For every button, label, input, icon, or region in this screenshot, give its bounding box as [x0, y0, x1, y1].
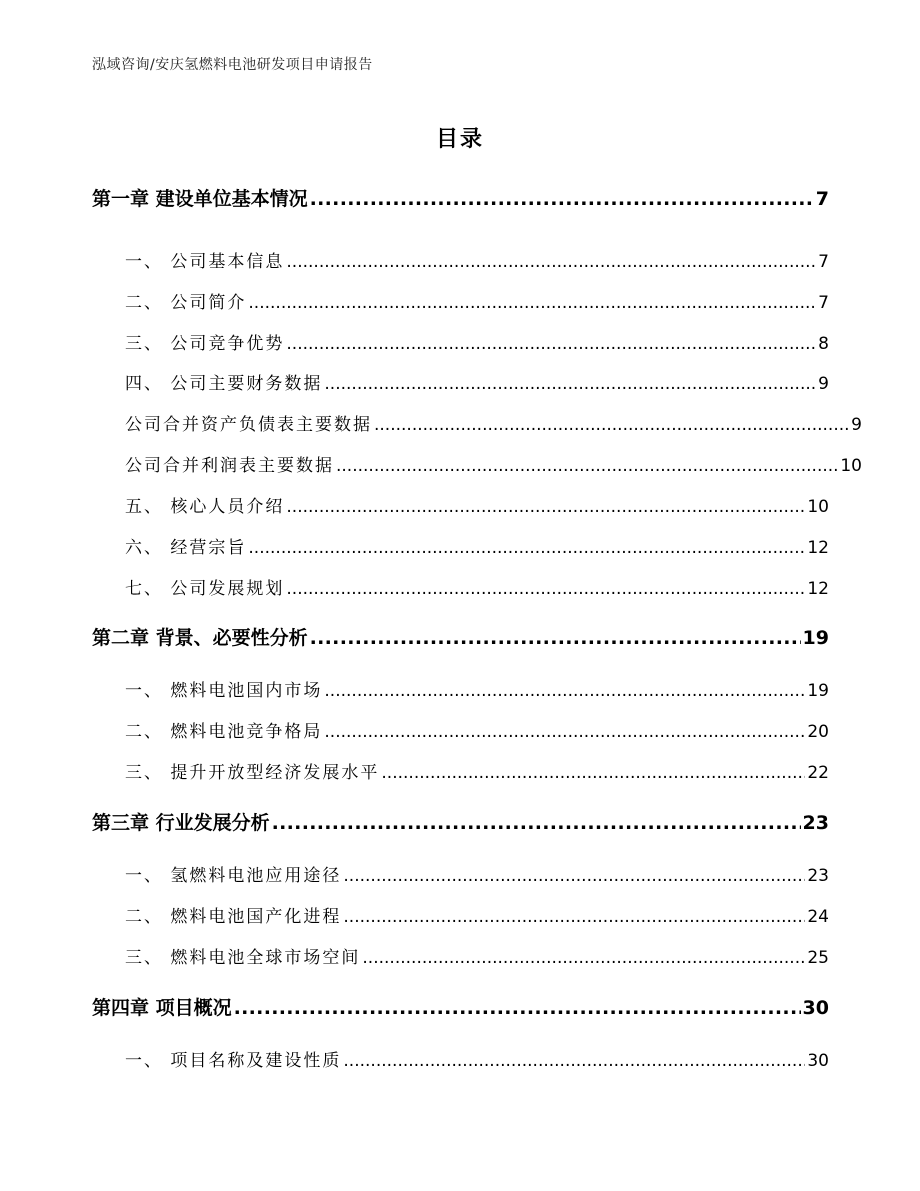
toc-page-number: 7 [818, 252, 829, 272]
toc-leader [310, 627, 801, 649]
toc-section[interactable] [92, 943, 829, 968]
toc-chapter-2[interactable] [92, 623, 829, 650]
toc-section[interactable] [92, 533, 829, 558]
toc-page-number: 30 [807, 1051, 829, 1071]
toc-page-number: 8 [818, 334, 829, 354]
toc-entry-label: 二、 燃料电池国产化进程 [125, 907, 342, 927]
toc-entry-label: 三、 公司竞争优势 [125, 334, 285, 354]
toc-leader [381, 763, 805, 783]
toc-page-number: 9 [851, 415, 862, 435]
toc-leader [234, 997, 801, 1019]
toc-page-number: 30 [802, 997, 829, 1019]
toc-leader [362, 948, 805, 968]
toc-page-number: 23 [802, 812, 829, 834]
toc-page-number: 10 [840, 456, 862, 476]
toc-section[interactable] [92, 451, 862, 476]
toc-entry-label: 二、 燃料电池竞争格局 [125, 722, 323, 742]
toc-page-number: 25 [807, 948, 829, 968]
toc-leader [286, 497, 805, 517]
toc-section[interactable] [92, 717, 829, 742]
toc-leader [343, 866, 805, 886]
toc-page-number: 9 [818, 374, 829, 394]
toc-entry-label: 六、 经营宗旨 [125, 538, 247, 558]
toc-leader [248, 293, 816, 313]
toc-page-number: 12 [807, 538, 829, 558]
toc-page-number: 19 [807, 681, 829, 701]
toc-entry-label: 第三章 行业发展分析 [92, 812, 270, 834]
toc-page-number: 23 [807, 866, 829, 886]
toc-section[interactable] [92, 574, 829, 599]
toc-leader [343, 1051, 805, 1071]
toc-section[interactable] [92, 861, 829, 886]
toc-chapter-3[interactable] [92, 808, 829, 835]
toc-section[interactable] [92, 247, 829, 272]
toc-page-number: 19 [802, 627, 829, 649]
toc-entry-label: 四、 公司主要财务数据 [125, 374, 323, 394]
toc-leader [286, 579, 805, 599]
toc-entry-label: 第二章 背景、必要性分析 [92, 627, 308, 649]
toc-leader [324, 374, 816, 394]
toc-entry-label: 一、 氢燃料电池应用途径 [125, 866, 342, 886]
toc-section[interactable] [92, 758, 829, 783]
toc-leader [310, 188, 814, 210]
toc-section[interactable] [92, 288, 829, 313]
toc-leader [286, 334, 816, 354]
toc-page-number: 24 [807, 907, 829, 927]
toc-section[interactable] [92, 369, 829, 394]
toc-section[interactable] [92, 902, 829, 927]
toc-entry-label: 公司合并利润表主要数据 [125, 456, 334, 476]
toc-leader [324, 722, 805, 742]
toc-leader [374, 415, 849, 435]
toc-leader [336, 456, 838, 476]
toc-leader [324, 681, 805, 701]
toc-section[interactable] [92, 676, 829, 701]
toc-chapter-4[interactable] [92, 993, 829, 1020]
toc-entry-label: 七、 公司发展规划 [125, 579, 285, 599]
toc-section[interactable] [92, 329, 829, 354]
toc-page-number: 22 [807, 763, 829, 783]
toc-entry-label: 第四章 项目概况 [92, 997, 232, 1019]
toc-page-number: 10 [807, 497, 829, 517]
toc-chapter-1[interactable] [92, 184, 829, 211]
toc-entry-label: 五、 核心人员介绍 [125, 497, 285, 517]
toc-page-number: 12 [807, 579, 829, 599]
toc-page-number: 7 [815, 188, 829, 210]
toc-title: 目录 [435, 127, 484, 152]
running-header: 泓域咨询/安庆氢燃料电池研发项目申请报告 [92, 57, 373, 73]
toc-section[interactable] [92, 410, 862, 435]
toc-leader [343, 907, 805, 927]
toc-section[interactable] [92, 1046, 829, 1071]
toc-leader [248, 538, 805, 558]
toc-entry-label: 一、 燃料电池国内市场 [125, 681, 323, 701]
toc-entry-label: 二、 公司简介 [125, 293, 247, 313]
toc-page-number: 20 [807, 722, 829, 742]
toc-entry-label: 一、 项目名称及建设性质 [125, 1051, 342, 1071]
toc-leader [286, 252, 816, 272]
toc-page-number: 7 [818, 293, 829, 313]
toc-entry-label: 公司合并资产负债表主要数据 [125, 415, 372, 435]
toc-entry-label: 三、 燃料电池全球市场空间 [125, 948, 361, 968]
toc-entry-label: 三、 提升开放型经济发展水平 [125, 763, 380, 783]
toc-entry-label: 一、 公司基本信息 [125, 252, 285, 272]
toc-section[interactable] [92, 492, 829, 517]
toc-entry-label: 第一章 建设单位基本情况 [92, 188, 308, 210]
toc-leader [272, 812, 801, 834]
